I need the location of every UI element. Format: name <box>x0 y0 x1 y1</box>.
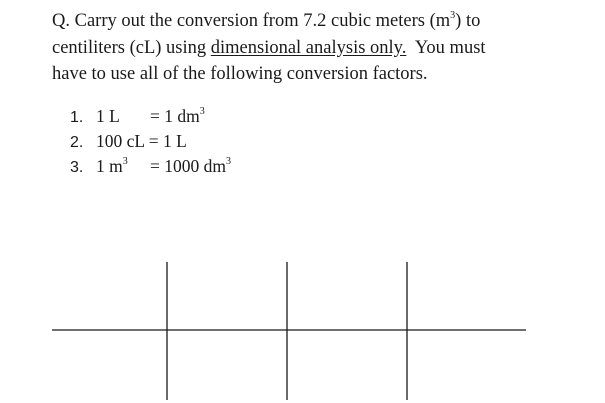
superscript-3: 3 <box>225 156 231 167</box>
factor-left-text: 1 L <box>96 106 120 126</box>
question-line-3: have to use all of the following conversion factors. <box>52 64 428 84</box>
question-line-2-end: You must <box>406 37 486 58</box>
factor-right-text: = 1000 dm <box>150 156 226 176</box>
underlined-emphasis: dimensional analysis only. <box>210 37 407 58</box>
item-number: 3. <box>70 159 84 176</box>
superscript-3: 3 <box>199 106 205 117</box>
factor-right-text: = 1 dm <box>150 106 200 126</box>
question-line-2-text: centiliters (cL) using <box>52 37 211 58</box>
question-line-1-text: Q. Carry out the conversion from 7.2 cubic meters (m <box>52 11 451 31</box>
factor-left-text: 1 m <box>96 156 123 176</box>
item-number: 2. <box>70 134 84 151</box>
item-number: 1. <box>70 109 84 126</box>
question-line-1-end: ) to <box>455 11 481 31</box>
superscript-3: 3 <box>450 10 456 21</box>
superscript-3: 3 <box>122 156 128 167</box>
factor-left-text: 100 cL = 1 L <box>96 131 187 151</box>
